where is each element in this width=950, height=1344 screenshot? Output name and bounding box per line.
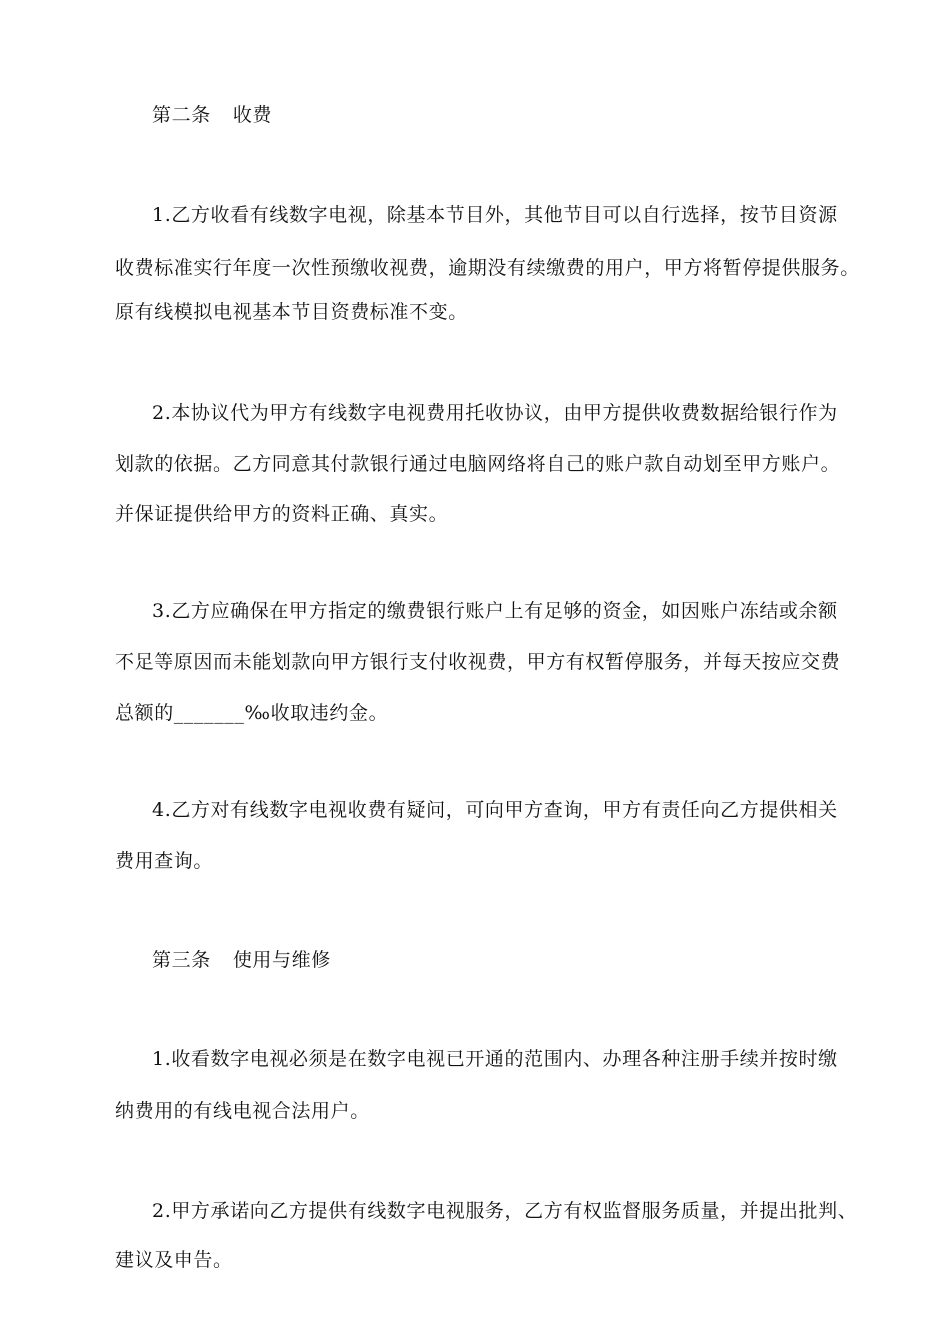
article-title: 使用与维修	[232, 949, 331, 971]
article-number: 第二条	[152, 104, 211, 126]
paragraph-line: 4.乙方对有线数字电视收费有疑问，可向甲方查询，甲方有责任向乙方提供相关	[152, 799, 838, 821]
paragraph-line: 2.甲方承诺向乙方提供有线数字电视服务，乙方有权监督服务质量，并提出批判、	[152, 1200, 858, 1222]
paragraph-line: 原有线模拟电视基本节目资费标准不变。	[115, 301, 468, 323]
paragraph-line: 不足等原因而未能划款向甲方银行支付收视费，甲方有权暂停服务，并每天按应交费	[115, 651, 841, 673]
paragraph-line: 费用查询。	[115, 850, 214, 872]
paragraph-line: 建议及申告。	[115, 1249, 233, 1271]
paragraph-line: 1.乙方收看有线数字电视，除基本节目外，其他节目可以自行选择，按节目资源	[152, 204, 838, 226]
paragraph-line: 3.乙方应确保在甲方指定的缴费银行账户上有足够的资金，如因账户冻结或余额	[152, 600, 838, 622]
article-title: 收费	[232, 104, 273, 126]
paragraph-line: 收费标准实行年度一次性预缴收视费，逾期没有续缴费的用户，甲方将暂停提供服务。	[115, 257, 860, 279]
paragraph-line: 总额的_______‰收取违约金。	[115, 702, 389, 724]
paragraph-line: 划款的依据。乙方同意其付款银行通过电脑网络将自己的账户款自动划至甲方账户。	[115, 453, 841, 475]
paragraph-line: 2.本协议代为甲方有线数字电视费用托收协议，由甲方提供收费数据给银行作为	[152, 402, 838, 424]
paragraph-line: 纳费用的有线电视合法用户。	[115, 1100, 370, 1122]
article-heading-2	[152, 103, 272, 127]
paragraph-line: 1.收看数字电视必须是在数字电视已开通的范围内、办理各种注册手续并按时缴	[152, 1048, 838, 1070]
article-number: 第三条	[152, 949, 211, 971]
paragraph-line: 并保证提供给甲方的资料正确、真实。	[115, 503, 449, 525]
article-heading-3	[152, 948, 331, 972]
